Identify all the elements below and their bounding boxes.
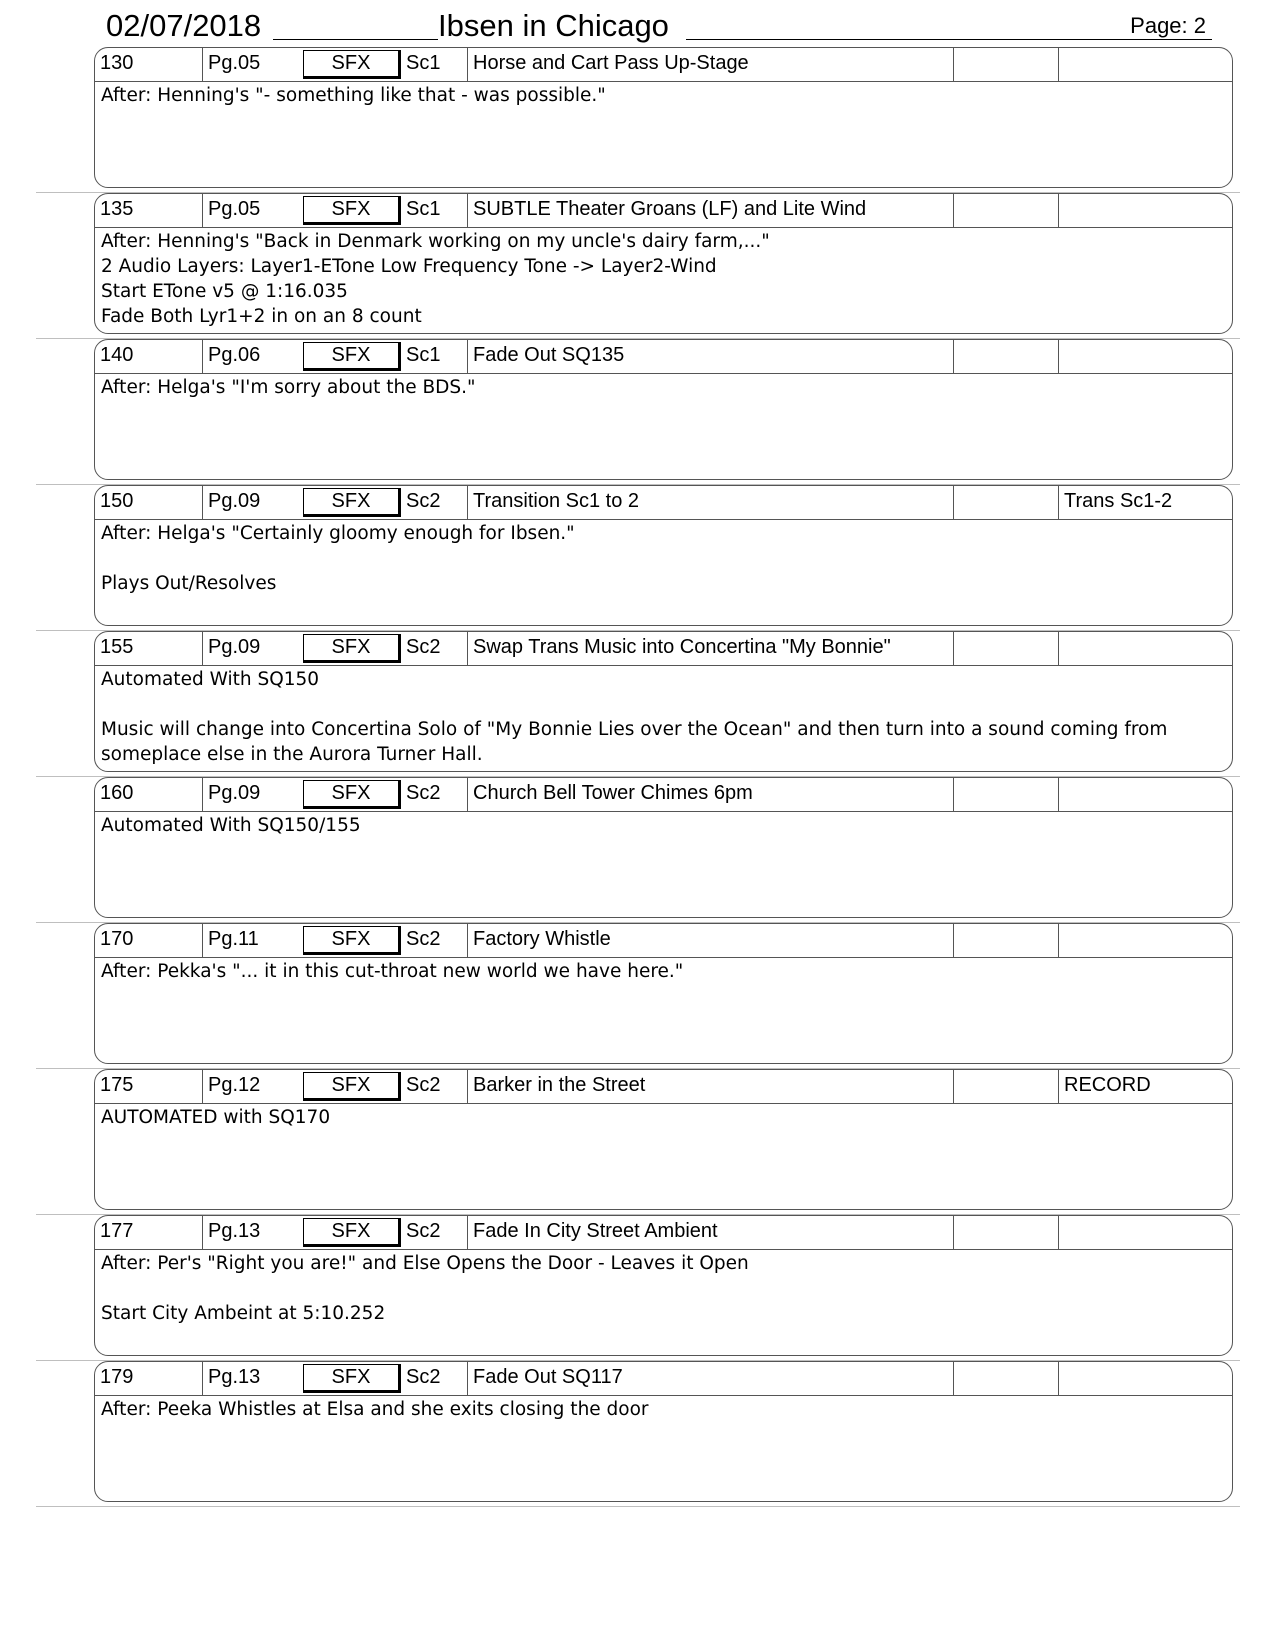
- cue-header-row: [95, 632, 1232, 666]
- cue-extra-field: [953, 1362, 1058, 1395]
- cue-page: Pg.06: [202, 340, 297, 373]
- cue-notes: AUTOMATED with SQ170: [101, 1107, 331, 1128]
- cue-extra-field: [953, 48, 1058, 81]
- cue-scene: Sc2: [406, 1366, 441, 1388]
- cue-extra-field: [953, 1070, 1058, 1103]
- cue-entry: [36, 1069, 1240, 1215]
- cue-extra-field: [1058, 194, 1233, 227]
- cue-card: [94, 1361, 1233, 1502]
- cue-page: Pg.13: [202, 1216, 297, 1249]
- cue-number: 135: [100, 198, 134, 220]
- cue-extra-field: RECORD: [1058, 1070, 1233, 1103]
- cue-number: 140: [100, 344, 134, 366]
- cue-description: Factory Whistle: [467, 924, 953, 957]
- cue-description: Fade Out SQ135: [467, 340, 953, 373]
- cue-entry: [36, 485, 1240, 631]
- show-title: Ibsen in Chicago: [438, 8, 669, 43]
- cue-description: Church Bell Tower Chimes 6pm: [467, 778, 953, 811]
- cue-header-row: [95, 924, 1232, 958]
- cue-number: 130: [100, 52, 134, 74]
- cue-entry: [36, 1361, 1240, 1507]
- cue-notes: After: Helga's "Certainly gloomy enough for Ibsen." Plays Out/Resolves: [101, 523, 575, 594]
- cue-notes: After: Per's "Right you are!" and Else Opens the Door - Leaves it Open Start City Ambeint at 5:10.252: [101, 1253, 749, 1324]
- cue-type-badge: SFX: [303, 1364, 401, 1393]
- cue-card: [94, 631, 1233, 772]
- cue-notes: After: Helga's "I'm sorry about the BDS.": [101, 377, 476, 398]
- cue-extra-field: [1058, 1216, 1233, 1249]
- cue-header-row: [95, 48, 1232, 82]
- cue-card: [94, 1069, 1233, 1210]
- cue-page: Pg.09: [202, 778, 297, 811]
- cue-extra-field: [953, 486, 1058, 519]
- cue-entry: [36, 631, 1240, 777]
- cue-description: Transition Sc1 to 2: [467, 486, 953, 519]
- cue-entry: [36, 47, 1240, 193]
- cue-page: Pg.09: [202, 632, 297, 665]
- cue-card: [94, 47, 1233, 188]
- cue-description: Barker in the Street: [467, 1070, 953, 1103]
- cue-page: Pg.12: [202, 1070, 297, 1103]
- cue-notes: After: Pekka's "... it in this cut-throat new world we have here.": [101, 961, 684, 982]
- cue-type-badge: SFX: [303, 196, 401, 225]
- cue-page: Pg.05: [202, 194, 297, 227]
- cue-notes: Automated With SQ150/155: [101, 815, 361, 836]
- header-date: 02/07/2018: [106, 8, 262, 43]
- cue-type-badge: SFX: [303, 50, 401, 79]
- cue-page: Pg.05: [202, 48, 297, 81]
- cue-scene: Sc2: [406, 928, 441, 950]
- cue-extra-field: [953, 778, 1058, 811]
- cue-extra-field: [953, 340, 1058, 373]
- cue-extra-field: [1058, 1362, 1233, 1395]
- cue-card: [94, 339, 1233, 480]
- cue-scene: Sc1: [406, 344, 441, 366]
- cue-extra-field: [953, 1216, 1058, 1249]
- cue-scene: Sc1: [406, 198, 441, 220]
- cue-extra-field: [1058, 778, 1233, 811]
- cue-header-row: [95, 778, 1232, 812]
- cue-type-badge: SFX: [303, 926, 401, 955]
- cue-entry: [36, 1215, 1240, 1361]
- cue-notes: After: Peeka Whistles at Elsa and she exits closing the door: [101, 1399, 649, 1420]
- cue-entry: [36, 339, 1240, 485]
- cue-header-row: [95, 486, 1232, 520]
- cue-type-badge: SFX: [303, 342, 401, 371]
- header-underline: [273, 39, 438, 40]
- cue-list: [36, 47, 1240, 1507]
- cue-type-badge: SFX: [303, 1072, 401, 1101]
- cue-number: 160: [100, 782, 134, 804]
- cue-number: 155: [100, 636, 134, 658]
- cue-notes: After: Henning's "- something like that - was possible.": [101, 85, 606, 106]
- cue-page: Pg.13: [202, 1362, 297, 1395]
- cue-description: Fade Out SQ117: [467, 1362, 953, 1395]
- cue-extra-field: Trans Sc1-2: [1058, 486, 1233, 519]
- cue-number: 170: [100, 928, 134, 950]
- cue-extra-field: [1058, 48, 1233, 81]
- cue-number: 179: [100, 1366, 134, 1388]
- cue-entry: [36, 923, 1240, 1069]
- cue-number: 175: [100, 1074, 134, 1096]
- cue-number: 150: [100, 490, 134, 512]
- cue-scene: Sc1: [406, 52, 441, 74]
- page-header: [106, 6, 1206, 46]
- cue-entry: [36, 193, 1240, 339]
- cue-header-row: [95, 1362, 1232, 1396]
- cue-card: [94, 923, 1233, 1064]
- cue-description: Fade In City Street Ambient: [467, 1216, 953, 1249]
- cue-header-row: [95, 340, 1232, 374]
- cue-scene: Sc2: [406, 1220, 441, 1242]
- cue-type-badge: SFX: [303, 780, 401, 809]
- cue-type-badge: SFX: [303, 488, 401, 517]
- cue-extra-field: [953, 632, 1058, 665]
- page-number: Page: 2: [1130, 13, 1206, 38]
- cue-scene: Sc2: [406, 782, 441, 804]
- cue-notes: After: Henning's "Back in Denmark working on my uncle's dairy farm,..." 2 Audio Layers: Layer1-ETone Low Frequency Tone -> Layer2-Wind Start ETone v5 @ 1:16.035 Fade Both Lyr1+2 in on an 8 count: [101, 231, 770, 327]
- cue-scene: Sc2: [406, 636, 441, 658]
- cue-card: [94, 777, 1233, 918]
- cue-notes: Automated With SQ150 Music will change into Concertina Solo of "My Bonnie Lies over the Ocean" and then turn into a sound coming from someplace else in the Aurora Turner Hall.: [101, 669, 1168, 765]
- cue-number: 177: [100, 1220, 134, 1242]
- cue-extra-field: [1058, 632, 1233, 665]
- cue-card: [94, 1215, 1233, 1356]
- cue-page: Pg.11: [202, 924, 297, 957]
- cue-header-row: [95, 1216, 1232, 1250]
- cue-extra-field: [1058, 340, 1233, 373]
- cue-extra-field: [953, 924, 1058, 957]
- cue-header-row: [95, 194, 1232, 228]
- cue-description: SUBTLE Theater Groans (LF) and Lite Wind: [467, 194, 953, 227]
- cue-page: Pg.09: [202, 486, 297, 519]
- cue-header-row: [95, 1070, 1232, 1104]
- cue-card: [94, 485, 1233, 626]
- cue-type-badge: SFX: [303, 1218, 401, 1247]
- cue-type-badge: SFX: [303, 634, 401, 663]
- cue-description: Swap Trans Music into Concertina "My Bonnie": [467, 632, 953, 665]
- cue-extra-field: [953, 194, 1058, 227]
- cue-scene: Sc2: [406, 490, 441, 512]
- cue-entry: [36, 777, 1240, 923]
- cue-extra-field: [1058, 924, 1233, 957]
- cue-card: [94, 193, 1233, 334]
- cue-scene: Sc2: [406, 1074, 441, 1096]
- cue-divider: [36, 1506, 1240, 1507]
- cue-description: Horse and Cart Pass Up-Stage: [467, 48, 953, 81]
